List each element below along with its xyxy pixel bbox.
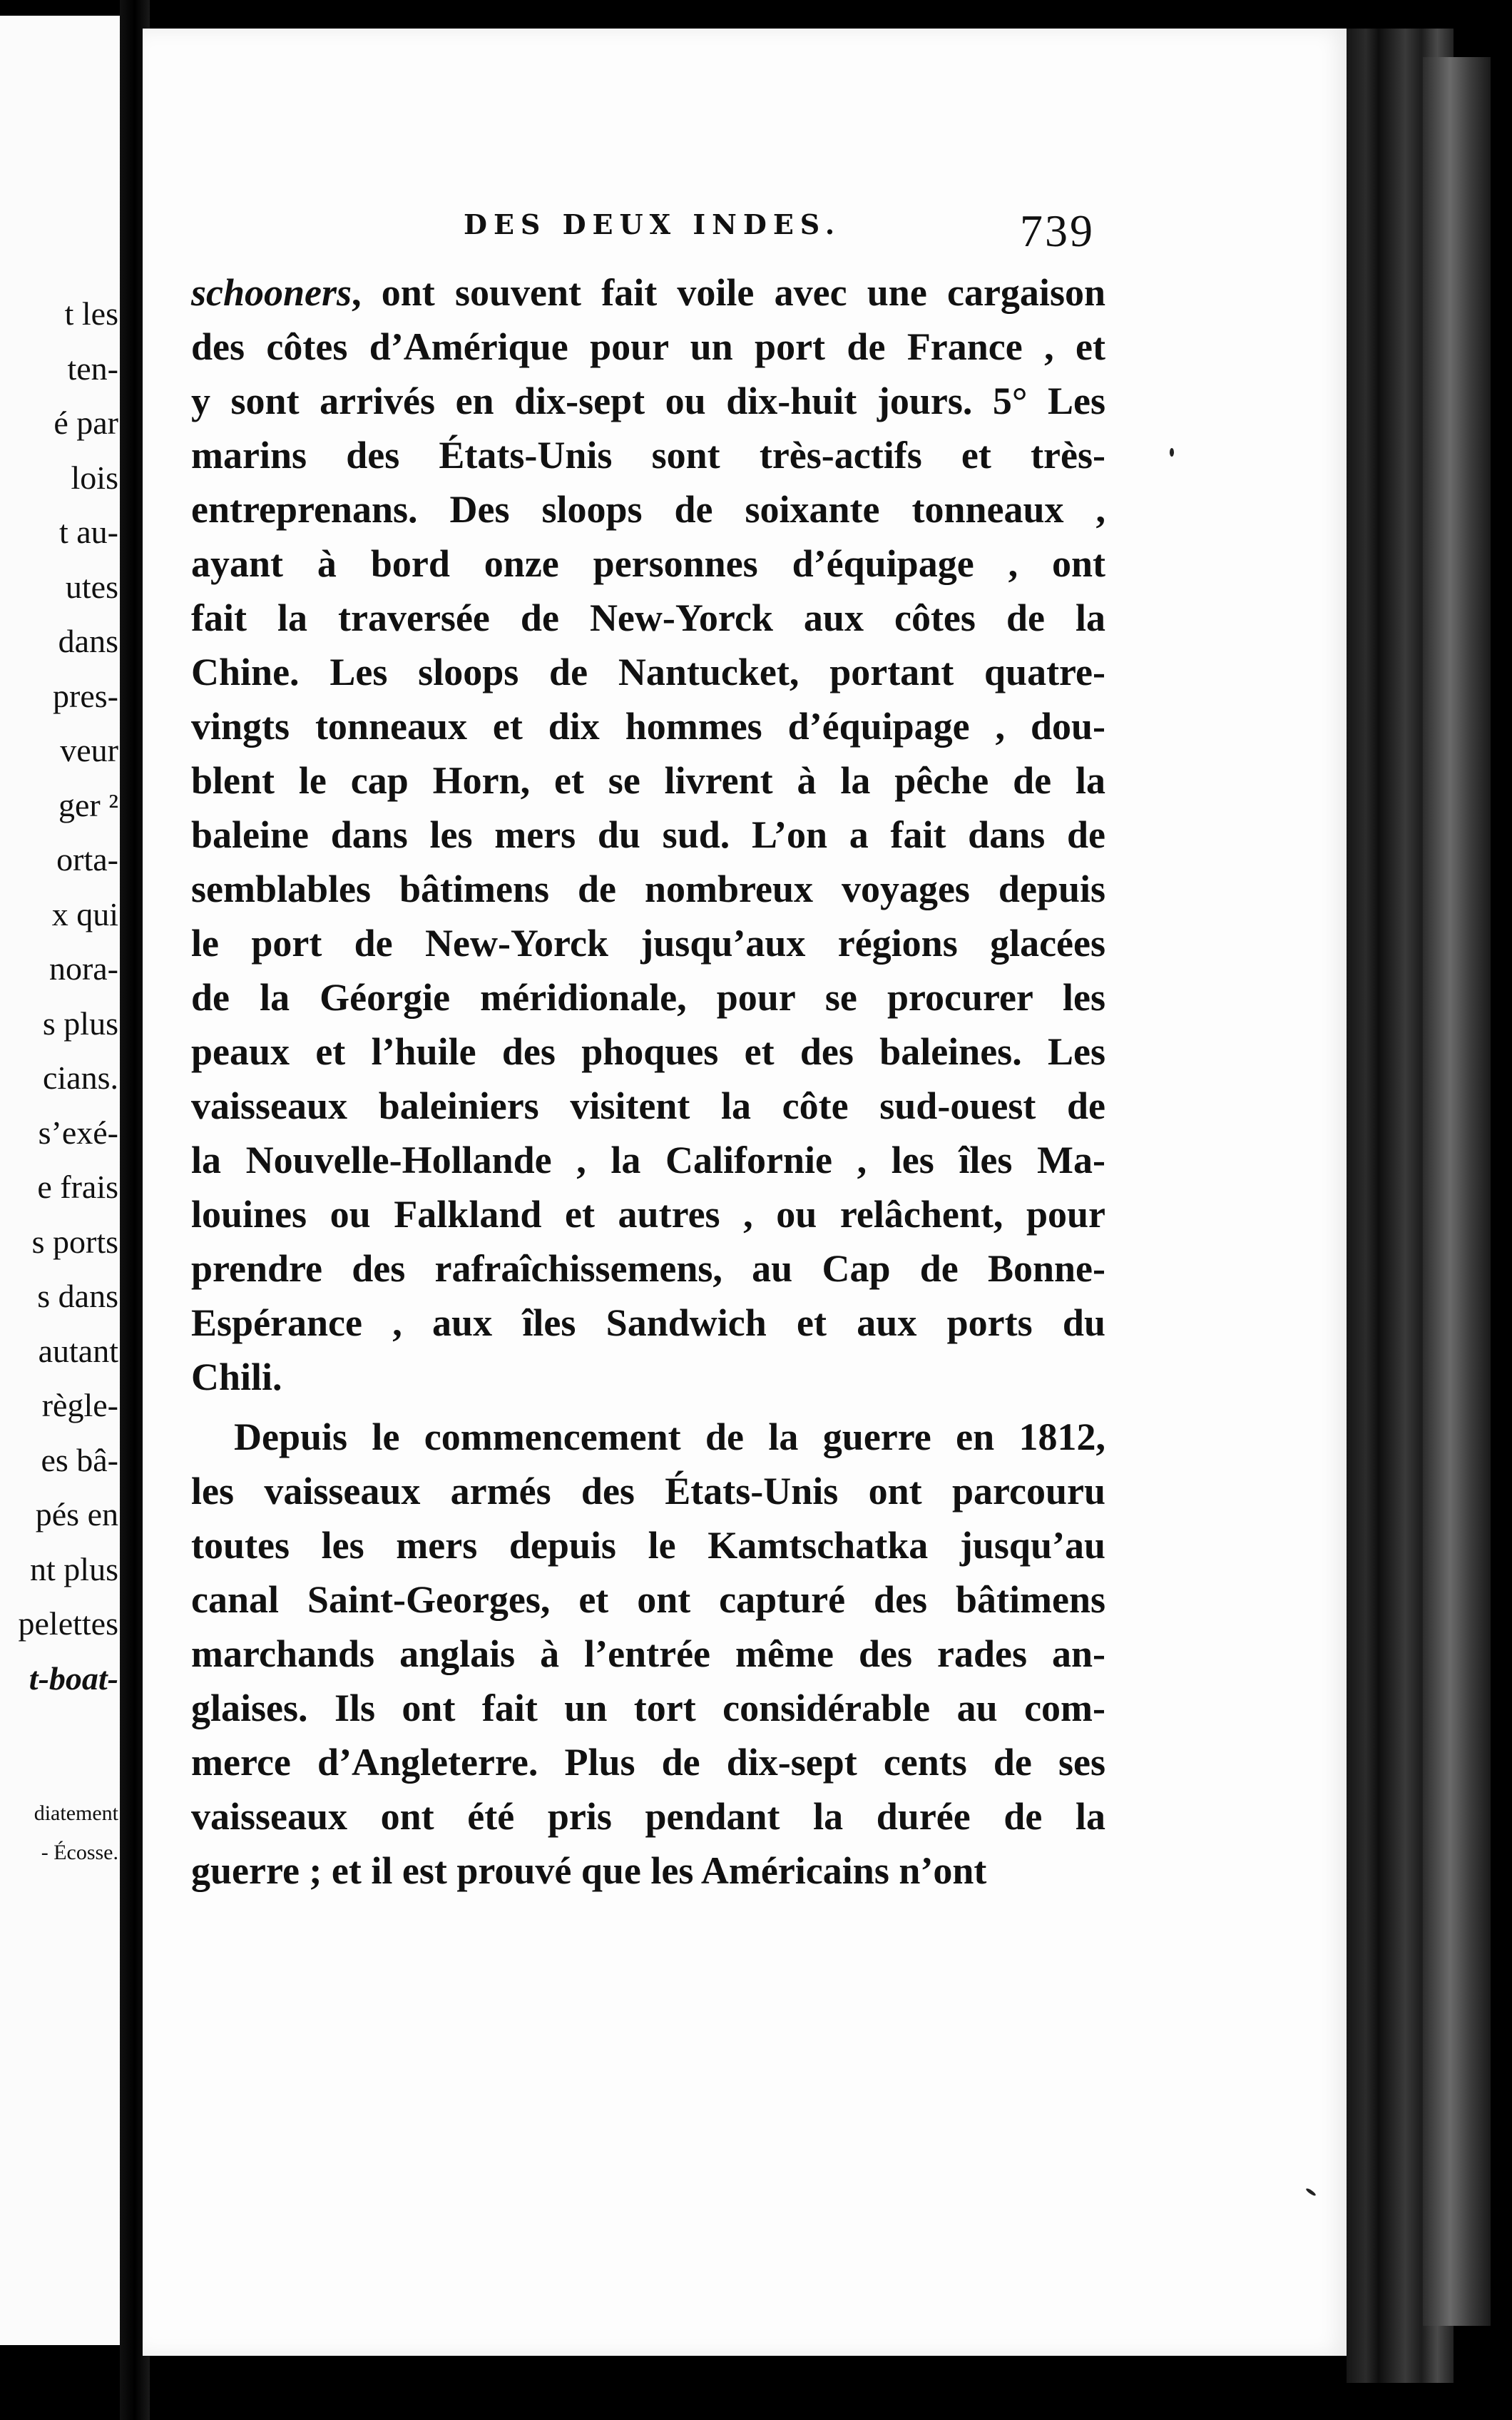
previous-page-line: s plus — [42, 1005, 118, 1042]
previous-page-footnote: diatement — [34, 1801, 118, 1825]
line-text: Chine. Les sloops de Nantucket, portant quatre- — [191, 651, 1105, 693]
book-block-edge-strip — [1423, 57, 1491, 2326]
text-line — [191, 1844, 1105, 1898]
running-head: DES DEUX INDES. — [464, 208, 842, 240]
previous-page-line: é par — [53, 405, 118, 441]
ink-speck — [1305, 2187, 1317, 2197]
previous-page-line: ger ² — [58, 786, 118, 823]
text-line — [191, 320, 1105, 374]
line-text: toutes les mers depuis le Kamtschatka jusqu’au — [191, 1524, 1105, 1567]
text-line — [191, 1350, 1105, 1404]
previous-page-line: nt plus — [30, 1550, 118, 1587]
previous-page-line: e frais — [37, 1169, 118, 1205]
line-text: fait la traversée de New-Yorck aux côtes de la — [191, 596, 1105, 639]
previous-page-line: lois — [71, 459, 118, 496]
paragraph — [191, 1410, 1105, 1898]
paragraph — [191, 265, 1105, 1404]
line-text: Depuis le commencement de la guerre en 1812, — [234, 1415, 1105, 1458]
line-text: , ont souvent fait voile avec une cargaison — [352, 271, 1105, 314]
previous-page-line: autant — [38, 1332, 118, 1369]
line-text: baleine dans les mers du sud. L’on a fait dans de — [191, 813, 1105, 856]
previous-page-line: s’exé- — [38, 1114, 118, 1151]
previous-page-line: règle- — [41, 1387, 118, 1423]
line-text: y sont arrivés en dix-sept ou dix-huit jours. 5° Les — [191, 380, 1105, 422]
text-line — [191, 428, 1105, 482]
line-text: semblables bâtimens de nombreux voyages depuis — [191, 868, 1105, 910]
previous-page-line: s dans — [37, 1278, 118, 1314]
previous-page-fragment — [0, 16, 123, 2345]
previous-page-line: ten- — [67, 350, 118, 387]
line-text: louines ou Falkland et autres , ou relâchent, pour — [191, 1193, 1105, 1236]
line-text: ayant à bord onze personnes d’équipage , ont — [191, 542, 1105, 585]
previous-page-line: s ports — [31, 1223, 118, 1260]
line-text: des côtes d’Amérique pour un port de France , et — [191, 325, 1105, 368]
text-line — [191, 374, 1105, 428]
line-text: guerre ; et il est prouvé que les Américains n’ont — [191, 1849, 987, 1892]
text-line — [191, 862, 1105, 916]
line-text: marins des États-Unis sont très-actifs et très- — [191, 434, 1105, 477]
previous-page-line: nora- — [48, 950, 118, 987]
previous-page-line: cians. — [42, 1059, 118, 1096]
text-line — [191, 1410, 1105, 1464]
line-text: glaises. Ils ont fait un tort considérable au com- — [191, 1687, 1105, 1729]
previous-page-line: dans — [58, 623, 118, 659]
previous-page-line: pés en — [35, 1496, 118, 1532]
previous-page-line: utes — [65, 568, 118, 605]
line-text: canal Saint-Georges, et ont capturé des bâtimens — [191, 1578, 1105, 1621]
text-line — [191, 753, 1105, 808]
line-text: le port de New-Yorck jusqu’aux régions glacées — [191, 922, 1105, 965]
text-line — [191, 265, 1105, 320]
previous-page-line: t-boat- — [29, 1659, 118, 1697]
text-line — [191, 537, 1105, 591]
line-text: Espérance , aux îles Sandwich et aux ports du — [191, 1301, 1105, 1344]
previous-page-line: t au- — [58, 514, 118, 550]
line-text: peaux et l’huile des phoques et des baleines. Les — [191, 1030, 1105, 1073]
previous-page-line: es bâ- — [41, 1441, 118, 1478]
text-line — [191, 808, 1105, 862]
previous-page-line: veur — [60, 732, 118, 768]
page-number: 739 — [1020, 205, 1095, 256]
text-line — [191, 1681, 1105, 1735]
text-line — [191, 1187, 1105, 1241]
line-text: de la Géorgie méridionale, pour se procurer les — [191, 976, 1105, 1019]
ink-speck — [1170, 448, 1174, 457]
text-line — [191, 1789, 1105, 1844]
previous-page-line: t les — [64, 295, 118, 332]
previous-page-footnote: - Écosse. — [41, 1841, 118, 1864]
line-text: merce d’Angleterre. Plus de dix-sept cents de ses — [191, 1741, 1105, 1784]
text-line — [191, 645, 1105, 699]
text-line — [191, 1572, 1105, 1627]
line-text: Chili. — [191, 1356, 282, 1398]
text-line — [191, 1518, 1105, 1572]
text-line — [191, 482, 1105, 537]
text-line — [191, 1241, 1105, 1296]
text-line — [191, 916, 1105, 970]
line-text: vingts tonneaux et dix hommes d’équipage , dou- — [191, 705, 1105, 748]
text-line — [191, 1133, 1105, 1187]
text-line — [191, 699, 1105, 753]
previous-page-line: orta- — [56, 841, 118, 878]
line-text: marchands anglais à l’entrée même des rades an- — [191, 1632, 1105, 1675]
line-text: la Nouvelle-Hollande , la Californie , les îles Ma- — [191, 1139, 1105, 1181]
italic-word: schooners — [191, 271, 352, 314]
line-text: les vaisseaux armés des États-Unis ont parcouru — [191, 1470, 1105, 1512]
line-text: entreprenans. Des sloops de soixante tonneaux , — [191, 488, 1105, 531]
text-line — [191, 1464, 1105, 1518]
previous-page-line: pres- — [53, 677, 118, 714]
body-text — [191, 265, 1105, 1898]
text-line — [191, 1025, 1105, 1079]
line-text: prendre des rafraîchissemens, au Cap de Bonne- — [191, 1247, 1105, 1290]
previous-page-line: pelettes — [18, 1605, 118, 1642]
previous-page-line: x qui — [51, 895, 118, 932]
line-text: blent le cap Horn, et se livrent à la pêche de la — [191, 759, 1105, 802]
line-text: vaisseaux baleiniers visitent la côte sud-ouest de — [191, 1084, 1105, 1127]
text-line — [191, 1079, 1105, 1133]
text-line — [191, 1735, 1105, 1789]
line-text: vaisseaux ont été pris pendant la durée de la — [191, 1795, 1105, 1838]
text-line — [191, 1296, 1105, 1350]
text-line — [191, 591, 1105, 645]
text-line — [191, 1627, 1105, 1681]
text-line — [191, 970, 1105, 1025]
